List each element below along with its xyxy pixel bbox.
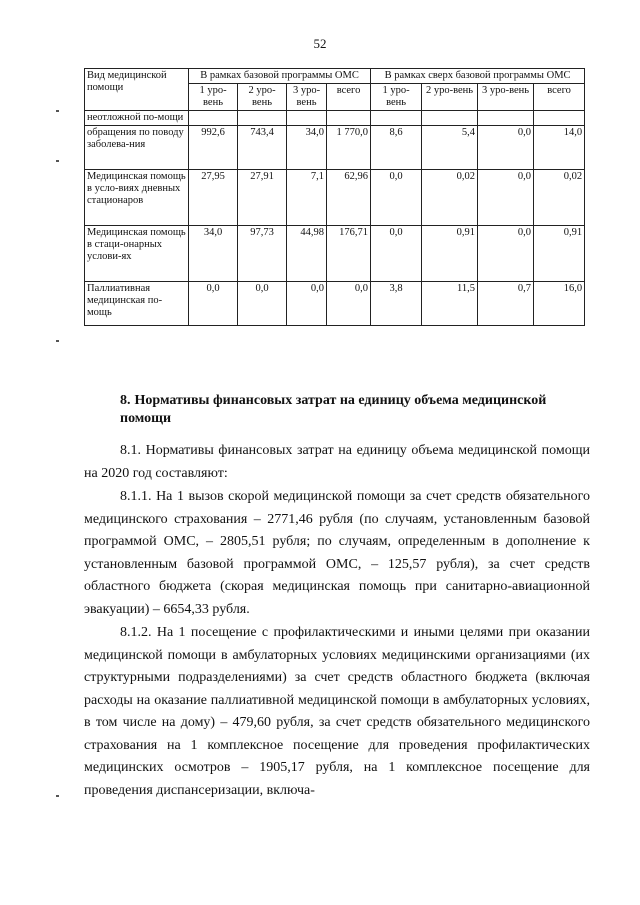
- paragraph-8-1-2: 8.1.2. На 1 посещение с профилактическими и иными целями при оказании медицинской помощи в амбулаторных условиях медицинскими организациями (их структурными подразделениями) за счет средств областного бюджета (включая расходы на оказание паллиативной медицинской помощи в амбулаторных условиях, в том числе на дому) – 479,60 рубля, за счет средств обязательного медицинского страхования на 1 комплексное посещение для проведения профилактических медицинских осмотров – 1905,17 рубля, на 1 комплексное посещение для проведения диспансеризации, включа-: [84, 625, 590, 798]
- column-header-basic-level-1: 1 уро-вень: [189, 84, 238, 111]
- table-cell: 0,7: [478, 282, 534, 326]
- table-cell: 743,4: [238, 126, 287, 170]
- table-cell: 11,5: [422, 282, 478, 326]
- margin-mark: [56, 795, 59, 797]
- column-header-above-level-3: 3 уро-вень: [478, 84, 534, 111]
- table-cell: 44,98: [287, 226, 327, 282]
- column-header-basic-level-2: 2 уро-вень: [238, 84, 287, 111]
- table-row: [85, 282, 585, 326]
- table-cell: [238, 111, 287, 126]
- table-cell: [371, 111, 422, 126]
- row-label: Медицинская помощь в стаци-онарных услови-ях: [85, 226, 189, 282]
- margin-mark: [56, 110, 59, 112]
- table-cell: 0,0: [287, 282, 327, 326]
- column-group-basic-program: В рамках базовой программы ОМС: [189, 69, 371, 84]
- table-cell: 0,0: [238, 282, 287, 326]
- table-cell: [189, 111, 238, 126]
- table-row: [85, 126, 585, 170]
- table-cell: 16,0: [534, 282, 585, 326]
- table-cell: 27,95: [189, 170, 238, 226]
- row-label: Паллиативная медицинская по-мощь: [85, 282, 189, 326]
- table-cell: 14,0: [534, 126, 585, 170]
- table-cell: 5,4: [422, 126, 478, 170]
- table-cell: 0,0: [371, 170, 422, 226]
- row-label: обращения по поводу заболева-ния: [85, 126, 189, 170]
- table-cell: 0,91: [534, 226, 585, 282]
- table-cell: 992,6: [189, 126, 238, 170]
- table-row: [85, 111, 585, 126]
- table-row: [85, 170, 585, 226]
- row-label: Медицинская помощь в усло-виях дневных стационаров: [85, 170, 189, 226]
- paragraph-8-1-1: 8.1.1. На 1 вызов скорой медицинской помощи за счет средств обязательного медицинского страхования – 2771,46 рубля (по случаям, установленным базовой программой ОМС, – 2805,51 рубля; по случаям, определенным в дополнение к установленным базовой программой ОМС, – 125,57 рубля), за счет средств областного бюджета (скорая медицинская помощь при санитарно-авиационной эвакуации) – 6654,33 рубля.: [84, 489, 590, 617]
- section-heading: [120, 392, 590, 428]
- row-label: неотложной по-мощи: [85, 111, 189, 126]
- table-cell: 7,1: [287, 170, 327, 226]
- table-row: [85, 226, 585, 282]
- section-number: 8.: [120, 393, 131, 408]
- table-cell: 34,0: [189, 226, 238, 282]
- table-cell: [287, 111, 327, 126]
- margin-mark: [56, 340, 59, 342]
- table-cell: [478, 111, 534, 126]
- table-cell: [327, 111, 371, 126]
- section-title: Нормативы финансовых затрат на единицу объема медицинской помощи: [120, 393, 547, 426]
- table-cell: 1 770,0: [327, 126, 371, 170]
- margin-mark: [56, 160, 59, 162]
- table-cell: 3,8: [371, 282, 422, 326]
- table-cell: 0,91: [422, 226, 478, 282]
- column-header-basic-total: всего: [327, 84, 371, 111]
- table-cell: 0,0: [371, 226, 422, 282]
- table-cell: 0,0: [189, 282, 238, 326]
- table-cell: [534, 111, 585, 126]
- table-cell: 34,0: [287, 126, 327, 170]
- table-cell: 0,0: [478, 226, 534, 282]
- column-header-above-total: всего: [534, 84, 585, 111]
- page-number: 52: [313, 36, 327, 51]
- table-cell: 0,0: [478, 170, 534, 226]
- column-header-basic-level-3: 3 уро-вень: [287, 84, 327, 111]
- table-cell: 0,0: [478, 126, 534, 170]
- table-cell: [422, 111, 478, 126]
- table-cell: 0,02: [534, 170, 585, 226]
- column-group-above-basic-program: В рамках сверх базовой программы ОМС: [371, 69, 585, 84]
- table-cell: 62,96: [327, 170, 371, 226]
- table-cell: 0,02: [422, 170, 478, 226]
- table-cell: 0,0: [327, 282, 371, 326]
- column-header-above-level-1: 1 уро-вень: [371, 84, 422, 111]
- column-header-care-type: Вид медицинской помощи: [85, 69, 189, 111]
- oms-volume-table: [84, 68, 585, 326]
- column-header-above-level-2: 2 уро-вень: [422, 84, 478, 111]
- table-cell: 97,73: [238, 226, 287, 282]
- table-cell: 176,71: [327, 226, 371, 282]
- table-cell: 8,6: [371, 126, 422, 170]
- paragraph-8-1: 8.1. Нормативы финансовых затрат на единицу объема медицинской помощи на 2020 год составляют:: [84, 443, 590, 481]
- table-cell: 27,91: [238, 170, 287, 226]
